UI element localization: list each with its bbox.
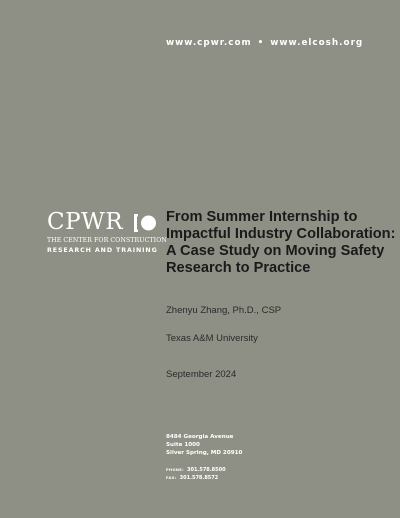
cpwr-website-link[interactable]: www.cpwr.com: [166, 38, 252, 48]
phone-number: 301.578.8500: [187, 467, 226, 473]
address-street: 8484 Georgia Avenue: [166, 434, 234, 440]
website-links: [166, 38, 386, 48]
fax-row: [166, 474, 226, 482]
title-line: From Summer Internship to: [166, 209, 358, 225]
logo-tagline-center: THE CENTER FOR CONSTRUCTION: [47, 237, 167, 244]
logo-wordmark: CPWR: [47, 209, 124, 235]
logo-tagline-research: RESEARCH AND TRAINING: [47, 247, 158, 254]
title-line: Research to Practice: [166, 260, 311, 276]
phone-label: PHONE:: [166, 468, 184, 472]
phone-row: [166, 466, 226, 474]
title-line: A Case Study on Moving Safety: [166, 243, 385, 259]
contact-info: [166, 466, 226, 482]
report-title: [166, 209, 396, 277]
elcosh-website-link[interactable]: www.elcosh.org: [270, 38, 364, 48]
author-name: Zhenyu Zhang, Ph.D., CSP: [166, 305, 282, 316]
bracket-circle-icon: [134, 214, 157, 232]
author-organization: Texas A&M University: [166, 333, 258, 344]
mailing-address: [166, 433, 242, 457]
cpwr-logo: [47, 209, 167, 260]
fax-number: 301.578.8572: [179, 475, 219, 481]
title-line: Impactful Industry Collaboration:: [166, 226, 396, 242]
address-suite: Suite 1000: [166, 442, 200, 448]
address-city: Silver Spring, MD 20910: [166, 450, 243, 456]
separator-dot: •: [257, 38, 265, 48]
publication-date: September 2024: [166, 369, 237, 380]
fax-label: FAX:: [166, 476, 177, 480]
